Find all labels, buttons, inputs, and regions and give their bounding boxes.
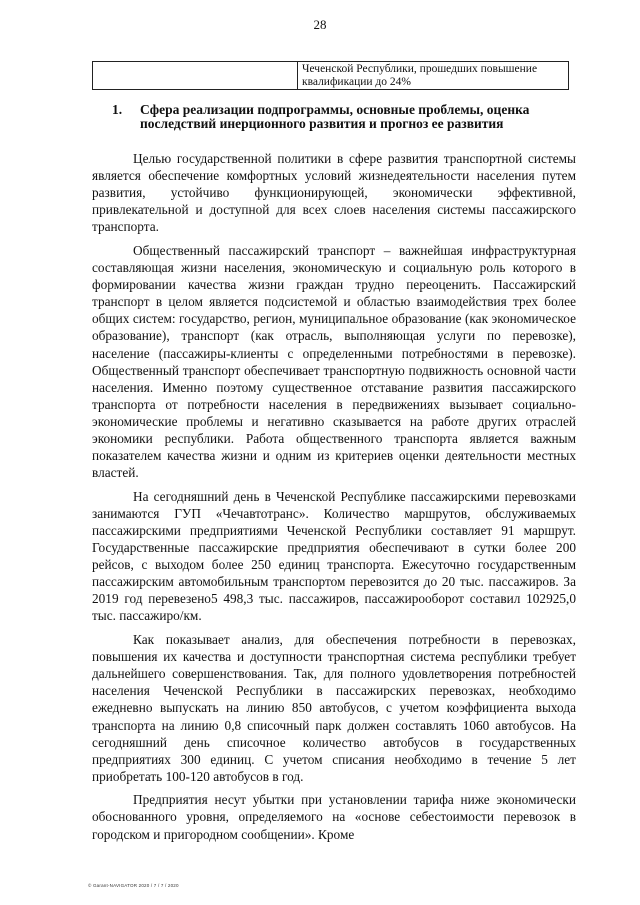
paragraph-2: Общественный пассажирский транспорт – важнейшая инфраструктурная составляющая жизни населения, экономическую и социальную роль которого в формировании качества жизни граждан трудно переоценить. Пассажирский транспорт в целом является подсистемой и областью взаимодействия трех более общих систем: государство, регион, муниципальное образование (как экономическое образование), транспорт (как отрасль, выполняющая услуги по перевозке), население (пассажиры-клиенты с определенными потребностями в перевозке). Общественный транспорт обеспечивает транспортную подвижность основной части населения. Именно поэтому существенное отставание развития пассажирского транспорта от потребности населения в передвижениях вызывает социально-экономические проблемы и негативно сказывается на работе других отраслей экономики республики. Работа общественного транспорта является важным показателем качества жизни и одним из критериев оценки деятельности местных властей.: [92, 242, 576, 481]
continuation-table: [92, 61, 569, 90]
paragraph-1: Целью государственной политики в сфере развития транспортной системы является обеспечение комфортных условий жизнедеятельности населения путем развития, устойчиво функционирующей, экономически эффективной, привлекательной и доступной для всех слоев населения системы пассажирского транспорта.: [92, 151, 576, 235]
paragraph-4: Как показывает анализ, для обеспечения потребности в перевозках, повышения их качества и доступности транспортная система республики требует дальнейшего совершенствования. Так, для полного удовлетворения потребностей населения Чеченской Республики в пассажирских перевозках, необходимо ежедневно выпускать на линию 850 автобусов, с учетом коэффициента выхода транспорта на линию 0,8 списочный парк должен составлять 1060 автобусов. На сегодняшний день списочное количество автобусов в государственных предприятиях 300 единиц. С учетом списания необходимо в течение 5 лет приобретать 100-120 автобусов в год.: [92, 632, 576, 784]
paragraph-3: На сегодняшний день в Чеченской Республике пассажирскими перевозками занимаются ГУП «Чечавтотранс». Количество маршрутов, обслуживаемых пассажирскими предприятиями Чеченской Республики составляет 91 маршрут. Государственные пассажирские предприятия обеспечивают в сутки более 200 рейсов, с выходом более 250 единиц транспорта. Ежесуточно государственным пассажирским автомобильным транспортом перевозится до 20 тыс. пассажиров. За 2019 год перевезено5 498,3 тыс. пассажиров, пассажирооборот составил 102925,0 тыс. пассажиро/км.: [92, 488, 576, 624]
section-number: 1.: [112, 102, 123, 117]
body-text: [92, 150, 576, 849]
section-title: Сфера реализации подпрограммы, основные проблемы, оценка последствий инерционного развития и прогноз ее развития: [140, 102, 530, 131]
section-heading: [112, 103, 582, 131]
paragraph-5: Предприятия несут убытки при установлении тарифа ниже экономически обоснованного уровня, определяемого на «основе себестоимости перевозок в городском и пригородном сообщении». Кроме: [92, 792, 576, 842]
page-number: 28: [313, 17, 327, 32]
table-cell-empty: [93, 62, 298, 90]
table-row: [93, 62, 569, 90]
table-cell-text: Чеченской Республики, прошедших повышение квалификации до 24%: [298, 62, 569, 90]
footer-note: © Garant-NAVIGATOR 2020 / 7 / 7 / 2020: [88, 883, 179, 888]
